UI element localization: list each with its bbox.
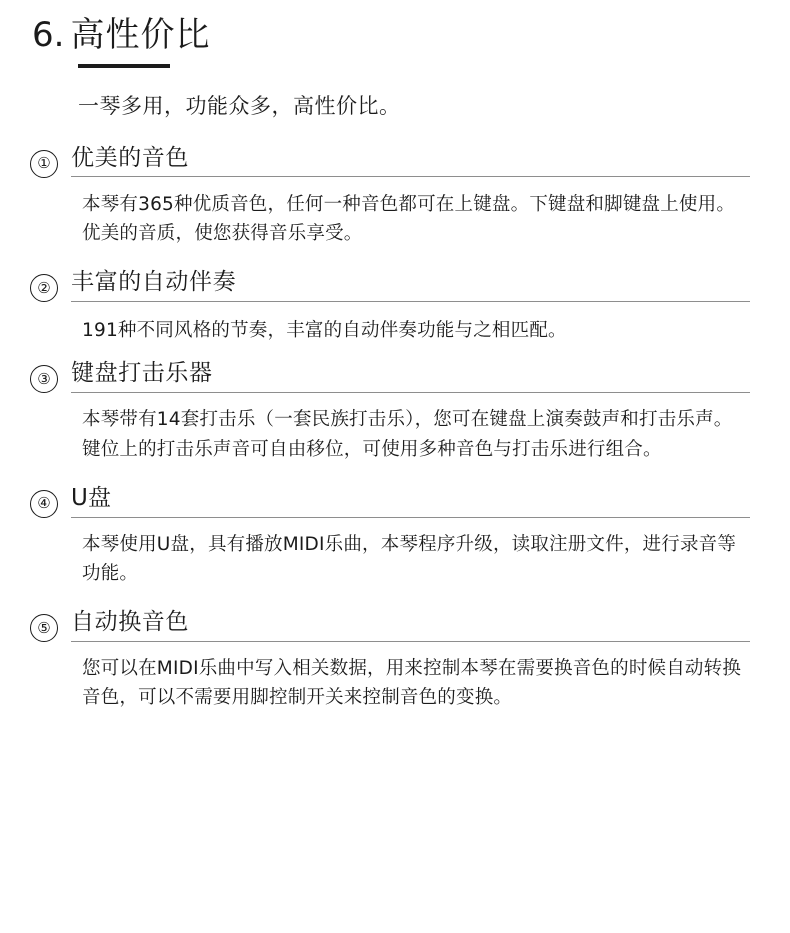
heading-underline-rule (78, 64, 170, 68)
list-item-body: 本琴使用U盘，具有播放MIDI乐曲，本琴程序升级，读取注册文件，进行录音等功能。 (82, 533, 737, 584)
list-item-title: 丰富的自动伴奏 (71, 269, 237, 296)
list-item-body: 本琴有365种优质音色，任何一种音色都可在上键盘。下键盘和脚键盘上使用。优美的音质，使您获得音乐享受。 (82, 193, 736, 244)
list-item-header (30, 610, 750, 642)
list-item-body: 191种不同风格的节奏，丰富的自动伴奏功能与之相匹配。 (82, 320, 567, 342)
list-item (30, 146, 750, 248)
list-item-body: 本琴带有14套打击乐（一套民族打击乐），您可在键盘上演奏鼓声和打击乐声。键位上的打击乐声音可自由移位，可使用多种音色与打击乐进行组合。 (82, 409, 733, 460)
list-item (30, 361, 750, 463)
title-divider (71, 301, 750, 302)
circled-number-icon: ⑤ (30, 614, 58, 642)
list-item-title: 键盘打击乐器 (71, 360, 213, 387)
list-item-header (30, 270, 750, 302)
circled-number-icon: ① (30, 150, 58, 178)
section-heading (30, 15, 750, 55)
title-divider (71, 517, 750, 518)
list-item-body: 您可以在MIDI乐曲中写入相关数据，用来控制本琴在需要换音色的时候自动转换音色，可以不需要用脚控制开关来控制音色的变换。 (82, 658, 742, 709)
list-item-title: 优美的音色 (71, 144, 189, 171)
section-subtitle: 一琴多用，功能众多，高性价比。 (78, 93, 401, 118)
list-item-title: 自动换音色 (71, 609, 189, 636)
list-item-title: U盘 (71, 484, 112, 511)
list-item-header (30, 361, 750, 393)
circled-number-icon: ② (30, 274, 58, 302)
list-item (30, 486, 750, 588)
circled-number-icon: ③ (30, 365, 58, 393)
list-item (30, 610, 750, 712)
feature-list (30, 146, 750, 713)
title-divider (71, 176, 750, 177)
list-item (30, 270, 750, 345)
circled-number-icon: ④ (30, 490, 58, 518)
title-divider (71, 392, 750, 393)
section-number: 6. (32, 15, 65, 55)
list-item-header (30, 486, 750, 518)
section-title: 高性价比 (70, 15, 211, 55)
title-divider (71, 641, 750, 642)
list-item-header (30, 146, 750, 178)
